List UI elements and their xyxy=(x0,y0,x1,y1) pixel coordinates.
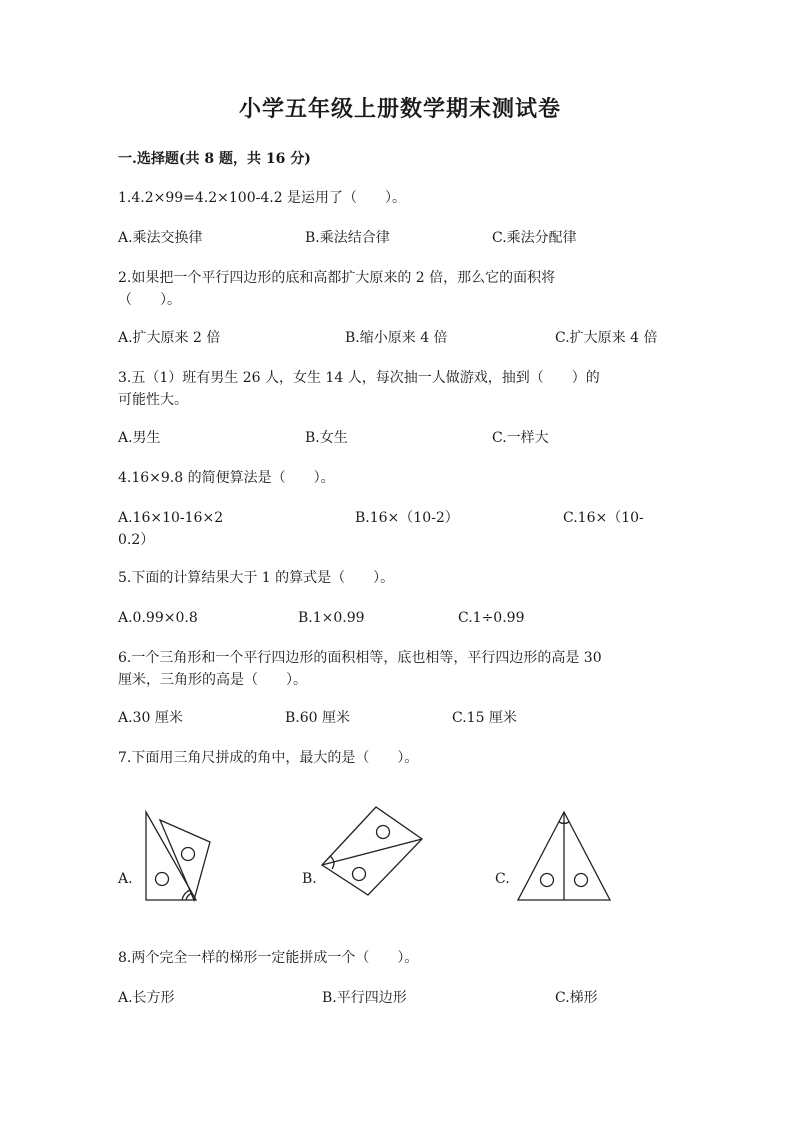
question-4-option-c: C.16×（10- xyxy=(563,510,644,526)
question-7-option-a-label: A. xyxy=(118,871,133,887)
question-2-option-c: C.扩大原来 4 倍 xyxy=(555,330,658,346)
question-1-option-a: A.乘法交换律 xyxy=(118,230,203,246)
question-2-stem-line-1: 2.如果把一个平行四边形的底和高都扩大原来的 2 倍，那么它的面积将 xyxy=(118,270,556,286)
question-1-stem: 1.4.2×99=4.2×100-4.2 是运用了（ ）。 xyxy=(118,190,407,206)
question-5-option-b: B.1×0.99 xyxy=(298,610,365,626)
question-6-stem-line-2: 厘米，三角形的高是（ ）。 xyxy=(118,672,307,688)
question-2-stem-line-2: （ ）。 xyxy=(118,292,181,308)
question-4-option-a: A.16×10-16×2 xyxy=(118,510,224,526)
question-3-option-c: C.一样大 xyxy=(492,430,549,446)
figure-b-triangle-rulers xyxy=(318,803,426,897)
question-1-option-b: B.乘法结合律 xyxy=(305,230,390,246)
question-5-stem: 5.下面的计算结果大于 1 的算式是（ ）。 xyxy=(118,570,395,586)
question-1-option-c: C.乘法分配律 xyxy=(492,230,577,246)
figure-c-triangle-rulers xyxy=(514,808,616,904)
question-7-option-c-label: C. xyxy=(495,871,510,887)
question-8-option-b: B.平行四边形 xyxy=(322,990,407,1006)
question-5-option-a: A.0.99×0.8 xyxy=(118,610,198,626)
question-6-option-b: B.60 厘米 xyxy=(285,710,351,726)
question-3-stem-line-1: 3.五（1）班有男生 26 人，女生 14 人，每次抽一人做游戏，抽到（ ）的 xyxy=(118,370,600,386)
question-8-option-c: C.梯形 xyxy=(555,990,598,1006)
question-3-option-b: B.女生 xyxy=(305,430,348,446)
question-7-stem: 7.下面用三角尺拼成的角中，最大的是（ ）。 xyxy=(118,750,419,766)
question-2-option-b: B.缩小原来 4 倍 xyxy=(345,330,448,346)
question-8-stem: 8.两个完全一样的梯形一定能拼成一个（ ）。 xyxy=(118,950,419,966)
question-6-stem-line-1: 6.一个三角形和一个平行四边形的面积相等，底也相等，平行四边形的高是 30 xyxy=(118,650,602,666)
page-title: 小学五年级上册数学期末测试卷 xyxy=(238,96,561,122)
question-3-option-a: A.男生 xyxy=(118,430,161,446)
question-4-option-c-wrap: 0.2） xyxy=(118,532,155,548)
question-4-stem: 4.16×9.8 的简便算法是（ ）。 xyxy=(118,470,335,486)
question-8-option-a: A.长方形 xyxy=(118,990,175,1006)
section-heading: 一.选择题(共 8 题，共 16 分) xyxy=(118,151,311,167)
question-5-option-c: C.1÷0.99 xyxy=(458,610,525,626)
figure-a-triangle-rulers xyxy=(138,808,218,904)
question-7-option-b-label: B. xyxy=(302,871,317,887)
question-4-option-b: B.16×（10-2） xyxy=(355,510,459,526)
question-6-option-a: A.30 厘米 xyxy=(118,710,183,726)
question-3-stem-line-2: 可能性大。 xyxy=(118,392,188,408)
question-2-option-a: A.扩大原来 2 倍 xyxy=(118,330,221,346)
question-6-option-c: C.15 厘米 xyxy=(452,710,517,726)
